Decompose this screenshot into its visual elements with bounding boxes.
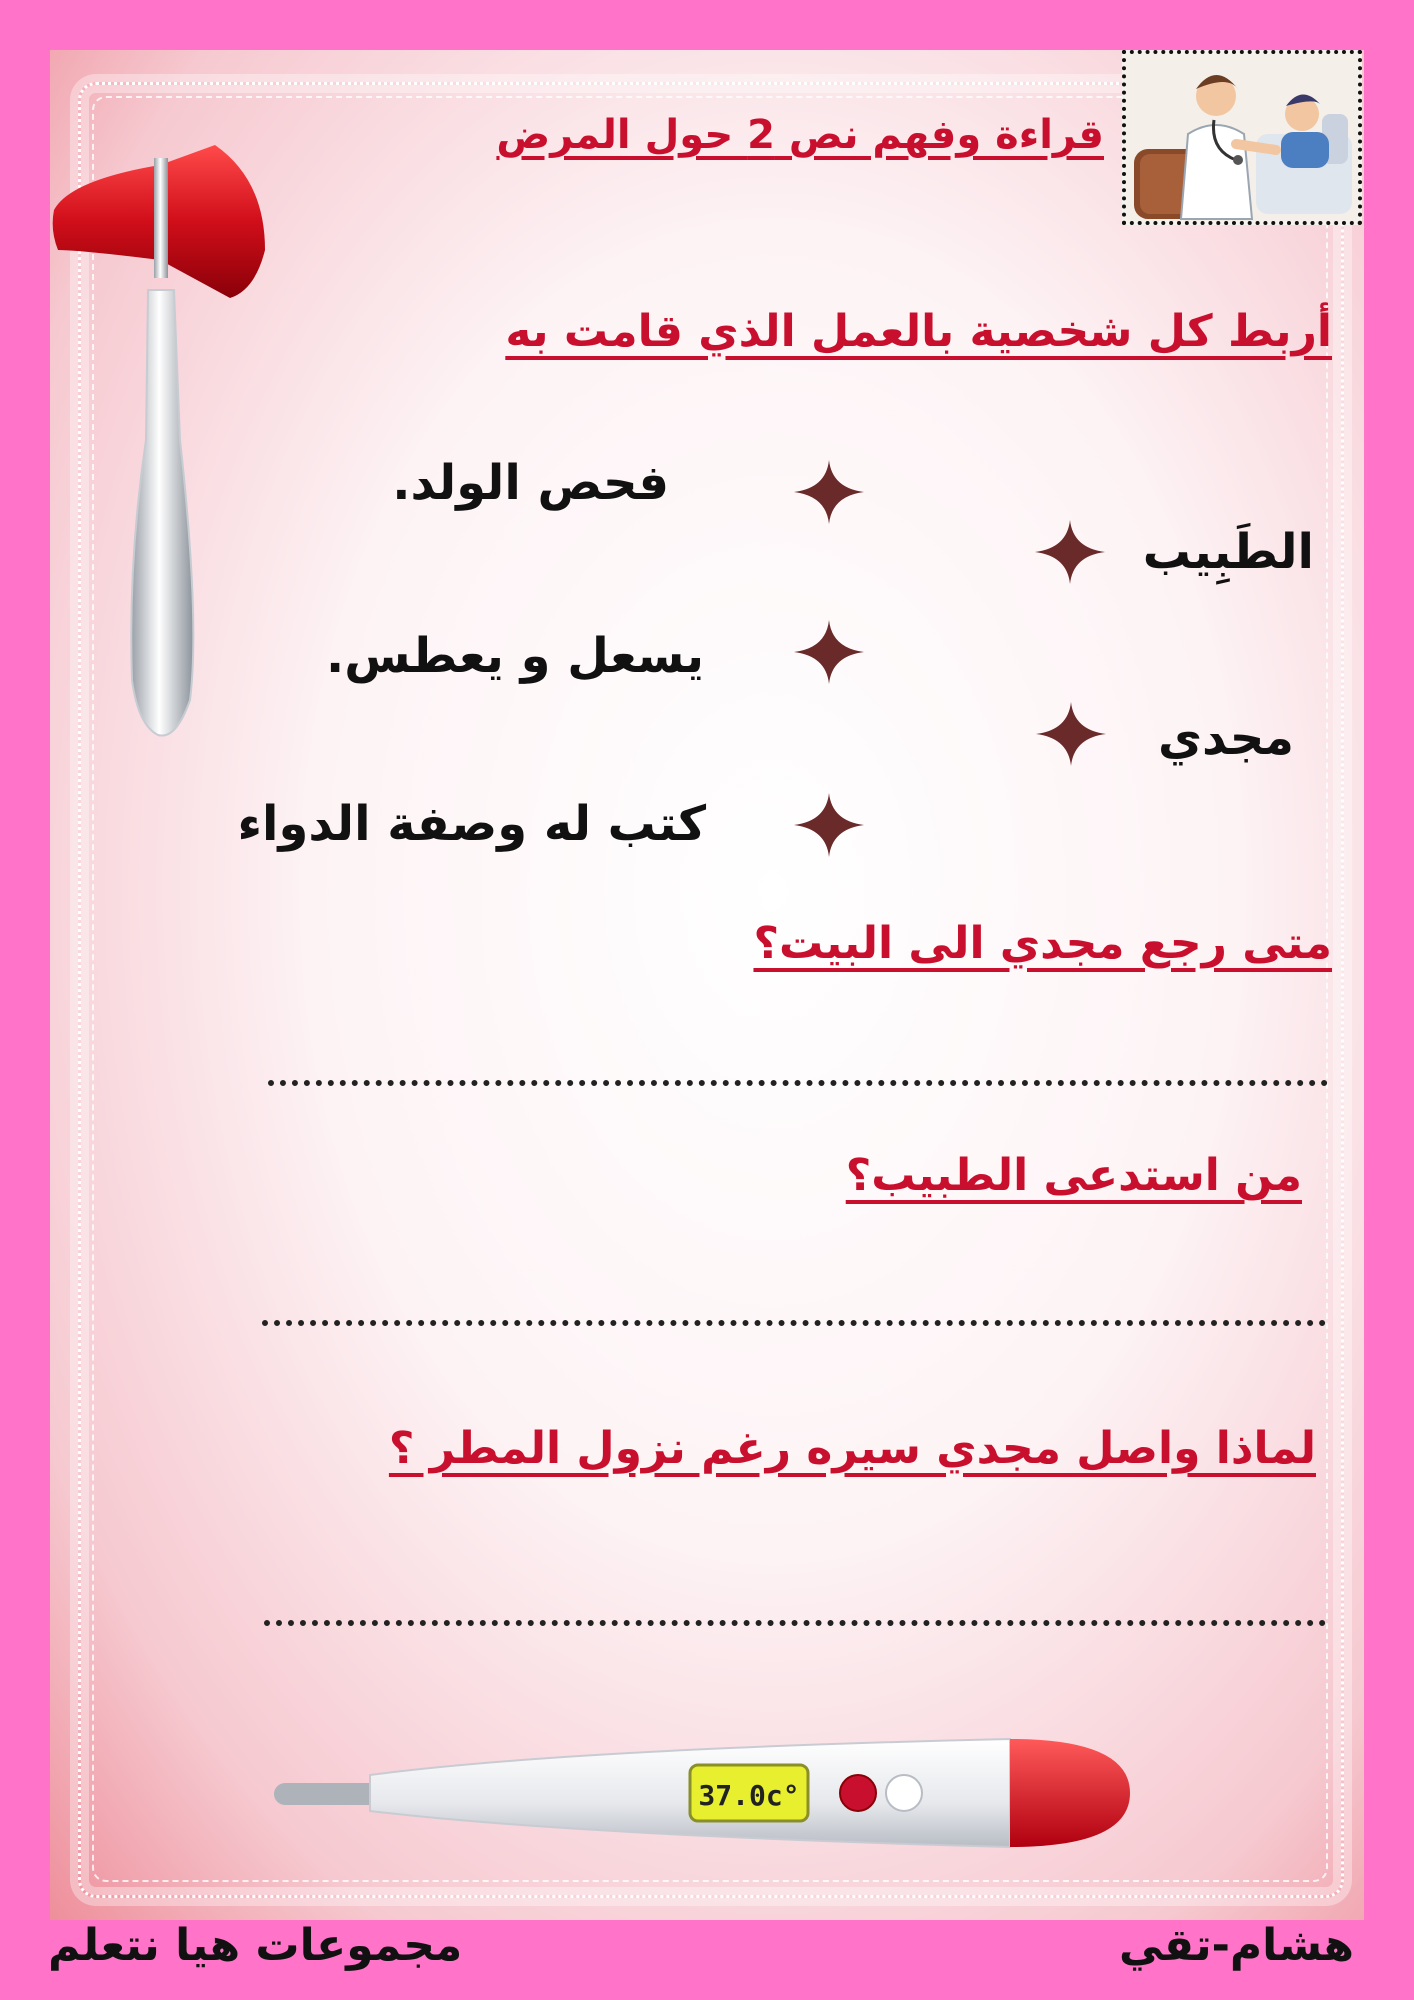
thermometer-reading: 37.0c° [698,1779,800,1812]
character-magdi: مجدي [1157,710,1294,766]
answer-line-1[interactable] [268,1080,1328,1086]
matching-instruction: أربط كل شخصية بالعمل الذي قامت به [505,306,1332,357]
reflex-hammer-illustration [50,140,280,750]
question-2: من استدعى الطبيب؟ [845,1150,1302,1201]
thermometer-illustration [270,1735,1140,1855]
sparkle-icon [1036,702,1106,766]
footer-author: هشام-تقي [1118,1920,1354,1971]
question-3: لماذا واصل مجدي سيره رغم نزول المطر ؟ [388,1423,1316,1474]
character-doctor: الطَبِيب [1142,524,1314,580]
sparkle-icon [1035,520,1105,584]
page-title: قراءة وفهم نص 2 حول المرض [496,112,1104,158]
action-item-2: يسعل و يعطس. [325,628,704,684]
sparkle-icon [794,793,864,857]
answer-line-3[interactable] [264,1620,1326,1626]
answer-line-2[interactable] [262,1320,1326,1326]
sparkle-icon [794,460,864,524]
doctor-patient-illustration [1122,50,1362,225]
sparkle-icon [794,620,864,684]
action-item-1: فحص الولد. [392,455,669,511]
footer-group-name: مجموعات هيا نتعلم [48,1920,463,1971]
action-item-3: كتب له وصفة الدواء [237,796,706,852]
question-1: متى رجع مجدي الى البيت؟ [753,918,1332,969]
